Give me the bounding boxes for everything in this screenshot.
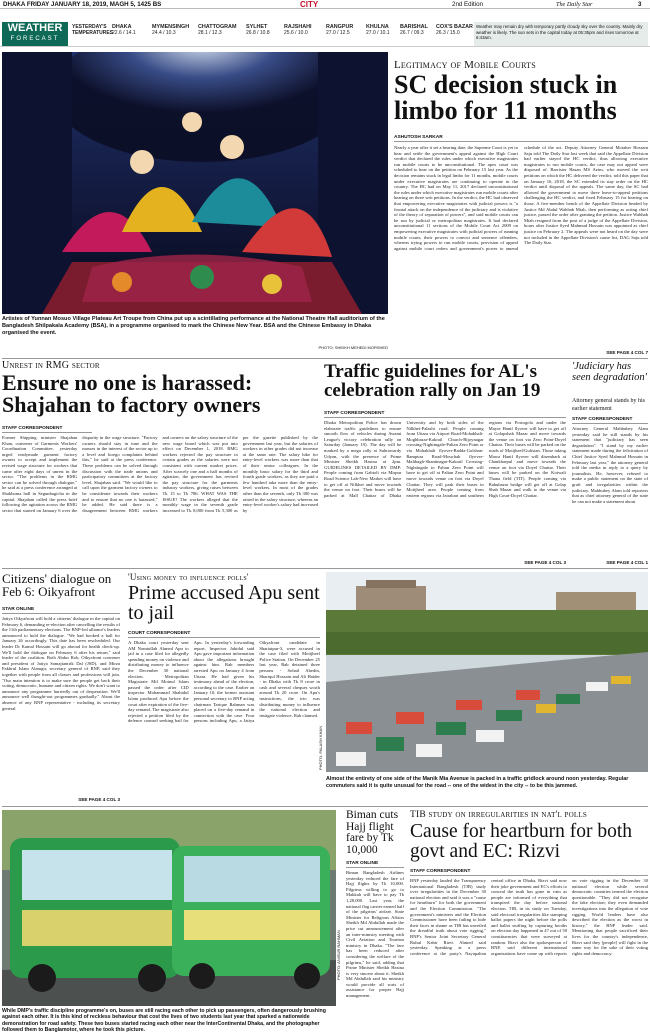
tib-headline: Cause for heartburn for both govt and EC: Rizvi [410, 822, 633, 862]
weather-city: DHAKA 22.6 / 14.1 [112, 24, 136, 36]
weather-logo-top: WEATHER [7, 22, 63, 34]
dialogue-byline: STAR ONLINE [2, 606, 120, 614]
dateline: DHAKA FRIDAY JANUARY 18, 2019, MAGH 5, 1425 BS [3, 1, 162, 8]
traffic-body: Dhaka Metropolitan Police has drawn elaborate traffic guidelines to ensure smooth flow of vehicles during Awami League's victory celebration rally on Saturday (January 19). The day will be marked by a mega rally at Suhrawardy Udyan, with the presence of Prime Minister Sheikh Hasina at 2pm. GUIDELINES DETAILED BY DMP: People coming from Gabtoli via Mirpur Road Science Lab-New Market will have to get off at Nilkhet and move towards the venue on foot. Their buses will be parked at Mall Chattar of Dhaka University and by both sides of the Nilkhet-Palashi road. People coming from Uttara via Airport Road-Mohakhali-Moghbazar-Kakrail Church-Bijoynagar crossing-Nightingale-Paltan Zero Point or via Mohakhali flyover-Badda-Gulshan-Rampura Road-Mouchak flyover-Malibagh-Shantinagar-Kakrail Crossing-Nightingale to Paltan Zero Point will have to get off at Paltan Zero Point and move towards venue on foot via Doyel Chattar. They will park their buses in Motijheel area. People coming from eastern regions via Jatrabari and southern regions via Postogola and under the Mayor Hanif flyover will have to get off at Golapshah Mazar and move towards the venue on foot via Zero Point-Doyel Chattar. Their buses will be parked on the roads of Motijheel/Gulistan. Those taking Mawa Hanif flyover will disembark at Chankharpul and move towards the venue on foot via Doyel Chattar. Their buses will be parked on the Kotwali Thana field (TIT). People coming via Babubazar bridge will get off at Golap Shah Mazar and walk to the venue via High Court-Doyel Chattar. [324, 420, 566, 498]
sc-see-page: SEE PAGE 4 COL 7 [606, 350, 648, 355]
judiciary-body: Attorney General Mahbubey Alam yesterday said he still stands by his statement that "judiciary has seen degradation". "I stand by my earlier statement made during the felicitation of Chief Justice Syed Mahmud Hossain in February last year," the attorney general told the media in reply to a query by journalists. He, however, refused to make a public statement on the state of graft and irregularities within the judiciary. Mahbubey Alam told reporters that as chief attorney general of the state he can not make a statement about [572, 426, 648, 504]
sc-body: Nearly a year after it set a hearing date, the Supreme Court is yet to hear and settle the government's appeal against the High Court verdict that declared the rules under which executive magistrates run mobile courts to be unconstitutional. The apex court was scheduled to hear on the petition on February 15 last year. As the decision remains stuck in legal limbo for 11 months, mobile courts under executive magistrates are continuing to operate in the country. The HC had on May 11, 2017 declared unconstitutional the rules under which executive magistrates run mobile courts after hearing on three writ petitions. In the verdict, the HC had observed that empowering executive magistrates with judicial powers is "a frontal attack on the independence of the judiciary and is violative of the theory of separation of powers", and said mobile courts can be run by judicial or metropolitan magistrates. It had declared unconstitutional 11 sections of the Mobile Court Act 2009 on empowering executive magistrates with judicial powers of running mobile courts, their powers to convict and sentence offenders, whereas trying powers to run mobile courts, provision of appeal against mobile court orders and government's power to amend schedule of the act. Deputy Attorney General Motaher Hossain Saju told The Daily Star last week that said the Appellate Division had earlier stayed the HC verdict, thus allowing executive magistrates to run mobile courts, the case may not appeal were disposed of. Barrister Hasan MS Azim, who moved the writ petitions on which the HC delivered the verdict, told this paper that on January 16, 2018, the SC extended its stay order on the HC verdict until disposal of the appeals. The same day, the SC had allowed the government to move three leave-to-appeal petitions challenging the HC verdict, and fixed February 15 for hearing on those. A five-member bench of the Appellate Division headed by Justice Md Abdul Wahhab Miah, then performing as acting chief justice, passed the order after granting the petition. Justice Wahhab Miah resigned from the post of a judge of the Appellate Division, hours after Justice Syed Mahmud Hossain was appointed as chief justice on February 2. The appeals were not heard on the day were not included in the Appellate Division's cause list, DAG Saju told The Daily Star. [394, 145, 648, 251]
tib-kicker: TIB study on irregularities in nat'l polls [410, 810, 587, 820]
biman-headline: Biman cuts Hajj flight fare by Tk 10,000 [346, 810, 399, 856]
sc-headline: SC decision stuck in limbo for 11 months [394, 72, 618, 125]
manik-mia-avenue-photo [326, 572, 648, 772]
apu-headline: Prime accused Apu sent to jail [128, 583, 320, 624]
dialogue-see-page: SEE PAGE 4 COL 3 [78, 797, 120, 802]
weather-note: Weather may remain dry with temporary partly cloudy sky over the country. Mainly dry weather is likely. The sun sets in the capital today at 05:35pm and rises tomorrow at 6:43am. [474, 22, 648, 47]
weather-city: SYLHET 26.8 / 10.8 [246, 24, 270, 36]
bus-photo-caption: While DMP's traffic discipline programme's on, buses are still racing each other to pick up passengers, often dangerously brushing against each other. It is this kind of reckless behaviour that cost the lives of two students last year that sparked a nationwide demonstration for road safety. These two buses started racing each other near the InterContinental Dhaka, and the photographer followed them to Banglamotor, where he took this picture. [2, 1008, 326, 1034]
bus-photo-credit: PHOTO: ANISUR RAHMAN [336, 930, 341, 980]
weather-logo-bottom: FORECAST [10, 36, 60, 42]
weather-city: BARISHAL 26.7 / 09.3 [400, 24, 428, 36]
page-number: 3 [638, 1, 642, 8]
apu-body: A Dhaka court yesterday sent AM Nomiullah Ahmed Apu to jail in a case filed for allegedly spending money on violence and distributing money to influence the December 30 national election. Metropolitan Magistrate Md Moinul Islam passed the order after CID inspector Mohammad Shahidul Islam produced Apu before the court after expiration of the five-day remand. The magistrate also rejected a petition filed by the defence counsel seeking bail for Apu. In yesterday's forwarding report, Inspector Jahidul said Apu gave important information about the allegations brought against him. Rab members arrested Apu on January 4 from Uttara. He had given his testimony ahead of the election, according to the case. Earlier on January 10, the former assistant personal secretary to BNP acting chairman Tarique Rahman was placed on a five-day remand in connection with the case. Four persons including Apu, a Jatiya Oikyafront candidate in Shariatpur-3, were accused in the case filed with Motijheel Police Station. On December 25 last year, Rab detained three persons - Sohail Abedin, Shariqul Hossain and Ali Haider - in Dhaka with Tk 8 crore in cash and several cheques worth around Tk 20 crore. On Apu's instructions, the trio was distributing money to influence the national election and instigate violence, Rab claimed. [128, 640, 320, 724]
tib-byline: STAFF CORRESPONDENT [410, 868, 648, 876]
weather-city: CHATTOGRAM 28.1 / 12.3 [198, 24, 237, 36]
racing-buses-photo [2, 810, 336, 1006]
apu-byline: COURT CORRESPONDENT [128, 630, 320, 638]
judiciary-byline: STAFF CORRESPONDENT [572, 416, 648, 424]
divider [2, 568, 648, 569]
divider [2, 806, 648, 807]
dialogue-headline: Citizens' dialogue on Feb 6: Oikyafront [2, 572, 112, 599]
weather-city: MYMENSINGH 24.4 / 10.3 [152, 24, 190, 36]
edition-label: 2nd Edition [452, 1, 483, 8]
paper-name: The Daily Star [556, 1, 593, 8]
weather-logo [2, 22, 68, 47]
weather-city: COX'S BAZAR 26.3 / 15.0 [436, 24, 473, 36]
top-photo-caption: Artistes of Yunnan Mosuo Village Plateau Art Troupe from China put up a scintillating performance at the National Theatre Hall auditorium of the Bangladesh Shilpakala Academy (BSA), in a programme organised to mark the Chinese New Year. BSA and the Chinese Embassy in Dhaka organised the event. [2, 316, 385, 336]
judiciary-deck: Attorney general stands by his earlier statement [572, 398, 645, 412]
traffic-jam-photo-image [326, 572, 648, 772]
rmg-body: Former Shipping minister Shajahan Khan, convener of Garments Workers' Coordination Committee, yesterday urged readymade garment factory owners to accept and implement the revised wage structure for workers that came after eight days of unrest in the sector. "The problems in the RMG sector can be solved through dialogue," he said at a press conference arranged at Shakhoma hall in Segunbagicha in the capital. Shajahan called the press brief following the agitation across the RMG sector that started on January 6 over the disparity in the wage structure. "Factory owners should stay in tune and the masses in the interest of the sector up to a level and forego complaints behind this," he said at the press conference. These problems can be solved through discussion with the trade unions and participatory committees at the factory level, Shajahan said. "We would like to call upon the garment factory owners to be considerate towards their workers and to ensure that no one is harassed," he added. He said there is a disagreement between RMG workers and owners on the salary structure of the new wage board which was put into effect on December 1, 2018. RMG workers rejected the pay structure in certain grades as the salaries were not consistent with current market prices. After scarcely one and a half months of agitation, the government has revised the pay structure for the garments industry workers, giving raises between Tk 15 to Tk 786. WHAT WAS THE ISSUE? The workers alleged that the monthly wage in the seventh grade increased to Tk 8,000 from Tk 5,300 as per the gazette published by the government last year, but the salaries of workers in other grades did not increase at the same rate. The salary hike for entry-level workers was more than that of their senior colleagues. In the monthly basic salary for the third and fourth grade workers, as they are paid a few hundred taka more than the entry-level workers. In most of the grades other than the seventh, only Tk 300 was raised in the salary structure, whereas an entry-level worker's salary had increased by [2, 435, 318, 513]
weather-city: RAJSHAHI 25.6 / 10.0 [284, 24, 312, 36]
rmg-headline: Ensure no one is harassed: Shajahan to factory owners [2, 372, 261, 417]
manik-photo-credit: PHOTO: PALASH KHAN [318, 725, 323, 770]
weather-label: YESTERDAY'S TEMPERATURES [72, 24, 114, 36]
rmg-byline: STAFF CORRESPONDENT [2, 425, 92, 433]
judiciary-see-page: SEE PAGE 4 COL 1 [606, 560, 648, 565]
buses-photo-image [2, 810, 336, 1006]
rmg-kicker: Unrest in RMG sector [2, 361, 100, 371]
tib-body: BNP yesterday lauded the Transparency International Bangladesh (TIB) study over irregularities in the December 30 national election and said it was a "cause for heartburn" for both the government and the Election Commission. "The government's ministers and the Election Commissioner have been failing to hide their faces in shame as TIB has unveiled the dreadful truth about vote rigging," BNP's Senior Joint Secretary General Ruhul Kabir Rizvi Ahmed said yesterday. Speaking at a press conference at the party's Nayapaltan central office in Dhaka, Rizvi said now their joke government and EC's efforts to conceal the truth has gone in vain as people are informed of everything that transpired the day before national election. TIB, in its study on Tuesday, said electoral irregularities like stamping ballot papers the night before the polls and ballot stuffing by capturing booths on election day happened in 47 out of 50 constituencies that were surveyed at random. Rizvi also the spokesperson of BNP, said different international organisations have come up with reports on vote rigging in the December 30 national election while several democratic countries termed the election questionable. "They did not recognise the fake election; they even demanded investigations into the allegation of vote rigging. World leaders have also described the election as the worst in history," the BNP leader said. Mentioning that people sacrificed their lives for the country's independence, Rizvi said they [people] will fight in the same way for the sake of their voting rights and democracy. [410, 878, 648, 956]
apu-kicker: 'Using money to influence polls' [128, 572, 249, 582]
section-name: CITY [300, 0, 319, 9]
divider [2, 358, 648, 359]
manik-photo-caption: Almost the entirety of one side of the Manik Mia Avenue is packed in a traffic gridlock around noon yesterday. Regular commuters said it is quite unusual for the road -- one of the widest in the city -- to be this jammed. [326, 776, 629, 789]
biman-byline: STAR ONLINE [346, 860, 404, 868]
dialogue-body: Jatiya Oikyafront will hold a citizens' dialogue in the capital on February 6, demanding re-election after cancelling the results of the 11th parliamentary elections. The BNP-led alliance's leaders announced to hold the dialogue. "We had booked a hall for January 26 accordingly. This date has been rescheduled. Our leader Dr Kamal Hossain will go abroad for health check-up. We'll hold the dialogue on February 6 after his return," said leader of the coalition. Both Abdur Rob, Oikyafront convener and president of Jatiya Samajtantrik Dal (JSD), and Mirza Fakhrul Islam Alamgir, secretary general of BNP, said they together with people from all classes and professions will join. "Our main intention is to make sure the people get back their voting, democratic, humane and citizen rights. We don't want to announce any programme hurriedly out of desperation. We'll announce well thought-out programmes gradually." About the absence of any BNP representative - including its secretary general [2, 616, 120, 711]
weather-city: RANGPUR 27.0 / 12.5 [326, 24, 354, 36]
weather-city: KHULNA 27.0 / 10.1 [366, 24, 390, 36]
judiciary-headline: 'Judiciary has seen degradation' [572, 362, 647, 383]
traffic-byline: STAFF CORRESPONDENT [324, 410, 566, 418]
weather-bar [0, 22, 650, 47]
traffic-see-page: SEE PAGE 4 COL 3 [524, 560, 566, 565]
top-photo-credit: PHOTO: SHEIKH MEHEDI MORSHED [318, 345, 388, 350]
masthead [0, 0, 650, 9]
biman-body: Biman Bangladesh Airlines yesterday reduced the fare of Hajj flights by Tk 10,000. Pilgrims willing to go to Makkah will have to pay Tk 1,28,000. Last year, the national flag carrier earned half of the pilgrims' airfare. State Minister for Religious Affairs Sheikh Md Abdullah made the price cut announcement after an inter-ministry meeting with Civil Aviation and Tourism ministry in Dhaka. "The fare has been reduced after considering the welfare of the pilgrims," he said, adding that Prime Minister Sheikh Hasina is very sincere about it. Sheikh Md Abdullah said his ministry would provide all sorts of assistance for proper Hajj management. [346, 870, 404, 999]
traffic-headline: Traffic guidelines for AL's celebration rally on Jan 19 [324, 362, 541, 401]
chinese-new-year-photo [2, 52, 388, 314]
sc-byline: ASHUTOSH SARKAR [394, 134, 648, 142]
sc-kicker: Legitimacy of Mobile Courts [394, 60, 536, 71]
performance-photo-image [2, 52, 388, 314]
